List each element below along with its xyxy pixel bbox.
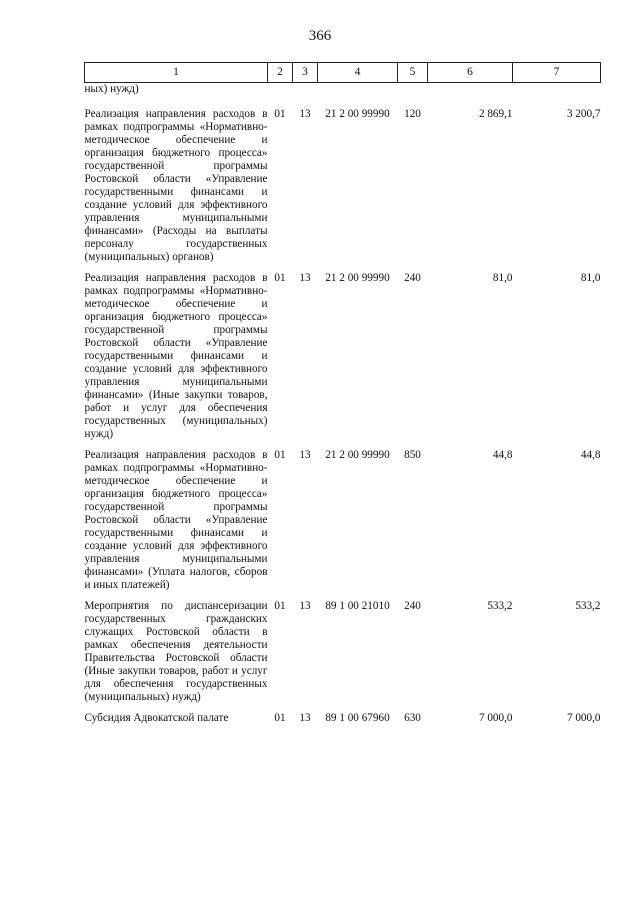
row-sum-1: 2 869,1 xyxy=(478,108,513,120)
row-sum-1: 7 000,0 xyxy=(478,712,513,724)
continuation-text: ных) нужд) xyxy=(84,83,139,95)
header-col-3: 3 xyxy=(293,63,318,83)
row-csr: 89 1 00 21010 xyxy=(325,600,390,612)
row-description: Реализация направления расходов в рамках подпрограммы «Нормативно-методическое обеспечение и организация бюджетного процесса» государственной программы Ростовской области «Управление государственными финансами и создание условий для эффективного управления муниципальными финансами» (Уплата налогов, сборов и иных платежей) xyxy=(84,449,268,591)
table-row xyxy=(85,264,601,441)
row-pr: 13 xyxy=(299,108,311,120)
row-vr: 240 xyxy=(404,600,421,612)
budget-table xyxy=(84,62,601,725)
row-csr: 21 2 00 99990 xyxy=(325,272,390,284)
header-col-1: 1 xyxy=(85,63,268,83)
header-col-5: 5 xyxy=(398,63,428,83)
row-csr: 21 2 00 99990 xyxy=(325,108,390,120)
row-rz: 01 xyxy=(274,712,286,724)
row-sum-2: 3 200,7 xyxy=(566,108,601,120)
table-row xyxy=(85,704,601,725)
header-row xyxy=(85,63,601,83)
row-pr: 13 xyxy=(299,449,311,461)
row-pr: 13 xyxy=(299,712,311,724)
row-sum-2: 81,0 xyxy=(580,272,601,284)
table-row xyxy=(85,441,601,592)
header-col-4: 4 xyxy=(318,63,398,83)
row-description: Субсидия Адвокатской палате xyxy=(84,712,229,724)
table-row xyxy=(85,592,601,704)
row-sum-1: 81,0 xyxy=(492,272,513,284)
row-vr: 120 xyxy=(404,108,421,120)
header-col-7: 7 xyxy=(513,63,601,83)
row-sum-2: 44,8 xyxy=(580,449,601,461)
table-row xyxy=(85,100,601,264)
row-vr: 630 xyxy=(404,712,421,724)
row-rz: 01 xyxy=(274,272,286,284)
row-sum-1: 533,2 xyxy=(487,600,513,612)
row-description: Реализация направления расходов в рамках подпрограммы «Нормативно-методическое обеспечение и организация бюджетного процесса» государственной программы Ростовской области «Управление государственными финансами и создание условий для эффективного управления муниципальными финансами» (Иные закупки товаров, работ и услуг для обеспечения государственных (муниципальных) нужд) xyxy=(84,272,268,440)
row-sum-2: 533,2 xyxy=(575,600,601,612)
row-rz: 01 xyxy=(274,600,286,612)
row-sum-2: 7 000,0 xyxy=(566,712,601,724)
continuation-row xyxy=(85,83,601,101)
header-col-2: 2 xyxy=(268,63,293,83)
row-vr: 240 xyxy=(404,272,421,284)
row-rz: 01 xyxy=(274,108,286,120)
row-csr: 89 1 00 67960 xyxy=(325,712,390,724)
row-description: Мероприятия по диспансеризации государственных гражданских служащих Ростовской области в рамках обеспечения деятельности Правительства Ростовской области (Иные закупки товаров, работ и услуг для обеспечения государственных (муниципальных) нужд) xyxy=(84,600,268,703)
page-number: 366 xyxy=(308,28,332,44)
row-pr: 13 xyxy=(299,600,311,612)
row-description: Реализация направления расходов в рамках подпрограммы «Нормативно-методическое обеспечение и организация бюджетного процесса» государственной программы Ростовской области «Управление государственными финансами и создание условий для эффективного управления муниципальными финансами» (Расходы на выплаты персоналу государственных (муниципальных) органов) xyxy=(84,108,268,263)
header-col-6: 6 xyxy=(428,63,513,83)
row-sum-1: 44,8 xyxy=(492,449,513,461)
row-vr: 850 xyxy=(404,449,421,461)
row-pr: 13 xyxy=(299,272,311,284)
row-rz: 01 xyxy=(274,449,286,461)
row-csr: 21 2 00 99990 xyxy=(325,449,390,461)
